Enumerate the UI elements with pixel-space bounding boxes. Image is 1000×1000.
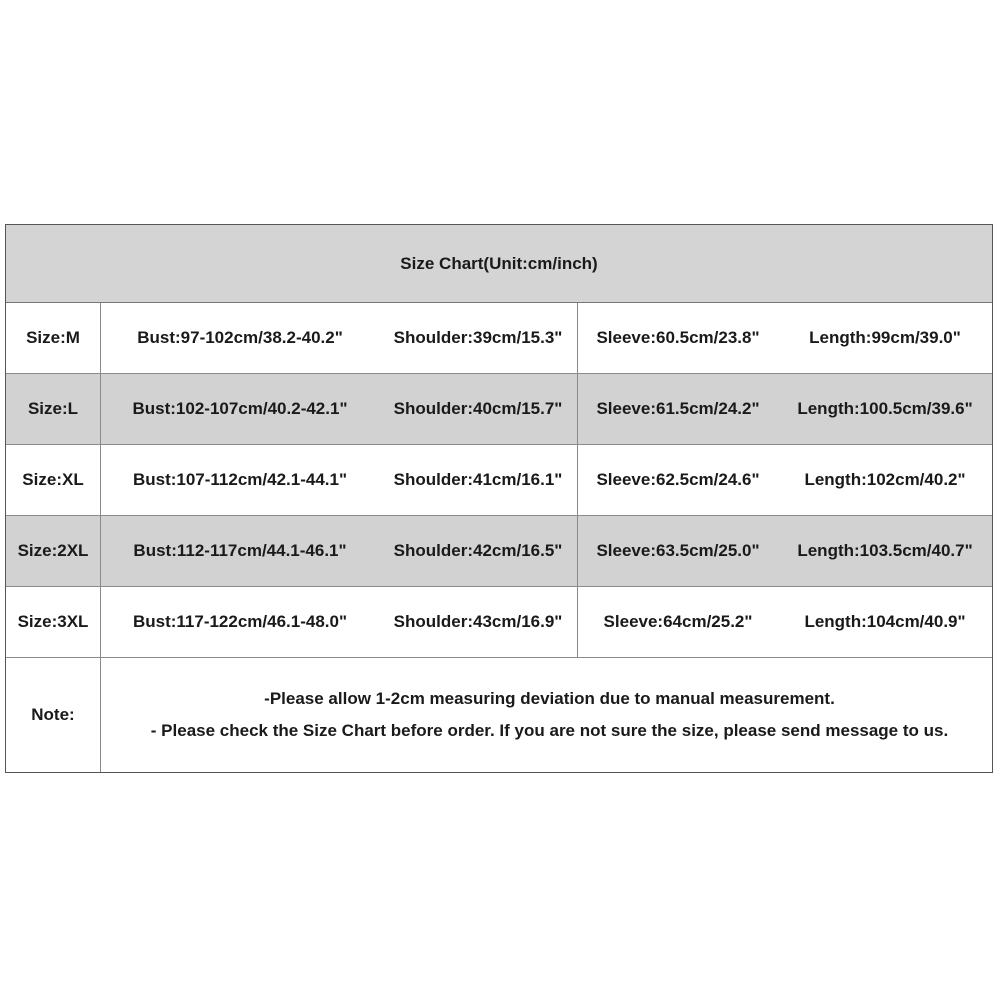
bust-cell: Bust:107-112cm/42.1-44.1" [132,470,348,489]
size-chart-table [5,224,993,773]
bust-cell: Bust:112-117cm/44.1-46.1" [133,541,347,560]
table-row [6,587,992,658]
size-chart-title: Size Chart(Unit:cm/inch) [6,225,992,303]
note-line: -Please allow 1-2cm measuring deviation due to manual measurement. [264,689,835,708]
shoulder-cell: Shoulder:42cm/16.5" [379,516,578,586]
sleeve-cell: Sleeve:62.5cm/24.6" [596,470,760,489]
sleeve-cell: Sleeve:60.5cm/23.8" [596,328,760,347]
bust-cell: Bust:97-102cm/38.2-40.2" [137,328,343,347]
bust-cell: Bust:117-122cm/46.1-48.0" [132,612,348,631]
sleeve-cell: Sleeve:63.5cm/25.0" [596,541,760,560]
note-line: - Please check the Size Chart before order. If you are not sure the size, please send message to us. [150,721,949,740]
table-row [6,445,992,516]
table-row [6,303,992,374]
length-cell: Length:102cm/40.2" [804,470,966,489]
note-label: Note: [6,658,101,772]
shoulder-cell: Shoulder:43cm/16.9" [379,587,578,657]
length-cell: Length:100.5cm/39.6" [797,399,973,418]
sleeve-cell: Sleeve:61.5cm/24.2" [596,399,760,418]
shoulder-cell: Shoulder:41cm/16.1" [379,445,578,515]
length-cell: Length:104cm/40.9" [804,612,966,631]
size-cell: Size:2XL [6,516,101,586]
table-row [6,374,992,445]
sleeve-cell: Sleeve:64cm/25.2" [603,612,753,631]
shoulder-cell: Shoulder:39cm/15.3" [379,303,578,373]
shoulder-cell: Shoulder:40cm/15.7" [379,374,578,444]
length-cell: Length:103.5cm/40.7" [797,541,973,560]
note-body [101,658,992,772]
size-cell: Size:3XL [6,587,101,657]
size-cell: Size:XL [6,445,101,515]
size-cell: Size:M [6,303,101,373]
bust-cell: Bust:102-107cm/40.2-42.1" [132,399,348,418]
length-cell: Length:99cm/39.0" [809,328,961,347]
note-row [6,658,992,772]
size-cell: Size:L [6,374,101,444]
table-row [6,516,992,587]
